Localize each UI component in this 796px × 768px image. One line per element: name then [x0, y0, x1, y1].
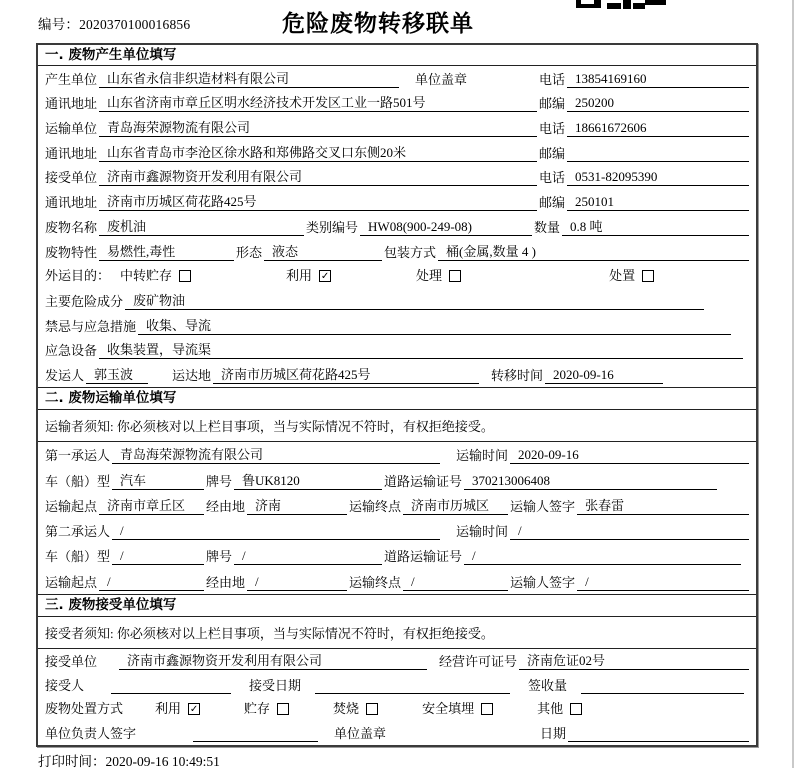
row-transporter-address	[38, 140, 756, 165]
receiver-phone-value: 0531-82095390	[567, 168, 749, 186]
quantity-value: 0.8 吨	[562, 218, 749, 236]
category-code-value: HW08(900-249-08)	[360, 218, 532, 236]
receiver-phone-label: 电话	[539, 170, 566, 186]
transporter-unit-label: 运输单位	[45, 121, 98, 137]
checkbox-storage	[277, 703, 289, 715]
checkbox-disposal-utilize: ✓	[189, 703, 199, 715]
row-route2	[38, 568, 756, 593]
option-storage-label: 贮存	[244, 701, 271, 717]
plate-no2-label: 牌号	[206, 549, 233, 565]
row-route1	[38, 493, 756, 518]
option-landfill	[422, 700, 493, 717]
document-number-value: 2020370100016856	[79, 17, 191, 32]
producer-unit-label: 产生单位	[45, 71, 98, 87]
receiver-address-value: 济南市历城区荷花路425号	[99, 193, 537, 211]
producer-zip-label: 邮编	[539, 96, 566, 112]
receiver-address-label: 通讯地址	[45, 195, 98, 211]
plate-no2-value: /	[234, 547, 382, 565]
responsible-signature-value	[193, 725, 318, 742]
option-dispose	[609, 267, 654, 284]
via2-label: 经由地	[206, 574, 246, 590]
checkbox-treat	[449, 270, 461, 282]
packing-label: 包装方式	[384, 244, 437, 260]
consignor-label: 发运人	[45, 367, 85, 383]
print-time	[38, 750, 220, 768]
road-permit1-value: 370213006408	[464, 472, 717, 490]
row-producer-address	[38, 91, 756, 116]
carrier-sign2-value: /	[577, 573, 749, 591]
option-disposal-utilize	[155, 700, 200, 717]
vehicle-type1-label: 车（船）型	[45, 473, 111, 489]
transport-date2-label: 运输时间	[456, 524, 509, 540]
destination-label: 运达地	[172, 367, 212, 383]
acceptor-value	[111, 677, 231, 694]
origin1-value: 济南市章丘区	[99, 497, 204, 515]
section3-header: 三. 废物接受单位填写	[38, 594, 756, 617]
row-emergency-equipment	[38, 338, 756, 363]
waste-property-label: 废物特性	[45, 244, 98, 260]
transporter-zip-value	[567, 145, 749, 162]
document-header	[0, 0, 796, 43]
producer-phone-value: 13854169160	[567, 70, 749, 88]
accept-date-label: 接受日期	[249, 677, 302, 693]
receiver-notice: 接受者须知: 你必须核对以上栏目事项，当与实际情况不符时，有权拒绝接受。	[38, 617, 756, 649]
page-edge-line	[792, 0, 794, 768]
option-utilize	[286, 267, 331, 284]
carrier-sign1-label: 运输人签字	[510, 498, 576, 514]
first-carrier-value: 青岛海荣源物流有限公司	[112, 446, 440, 464]
row-receiver-unit	[38, 165, 756, 190]
responsible-signature-label: 单位负责人签字	[45, 725, 137, 741]
terminus1-label: 运输终点	[349, 498, 402, 514]
receiver-zip-label: 邮编	[539, 195, 566, 211]
checkbox-other	[570, 703, 582, 715]
print-time-value: 2020-09-16 10:49:51	[105, 754, 220, 768]
transporter-unit-value: 青岛海荣源物流有限公司	[99, 119, 537, 137]
plate-no1-value: 鲁UK8120	[234, 472, 382, 490]
waste-property-value: 易燃性,毒性	[99, 243, 234, 261]
emergency-measures-label: 禁忌与应急措施	[45, 318, 137, 334]
section2-header: 二. 废物运输单位填写	[38, 387, 756, 410]
transport-date1-value: 2020-09-16	[510, 446, 749, 464]
accept-date-value	[315, 677, 510, 694]
road-permit2-value: /	[464, 547, 741, 565]
terminus2-label: 运输终点	[349, 574, 402, 590]
road-permit2-label: 道路运输证号	[384, 549, 463, 565]
page-title: 危险废物转移联单	[282, 11, 474, 37]
transporter-address-label: 通讯地址	[45, 145, 98, 161]
vehicle-type2-label: 车（船）型	[45, 549, 111, 565]
row-accepting-unit	[38, 649, 756, 673]
row-disposal-method	[38, 697, 756, 721]
carrier-sign1-value: 张春雷	[577, 497, 749, 515]
origin1-label: 运输起点	[45, 498, 98, 514]
print-time-label: 打印时间：	[38, 754, 106, 768]
option-transit-storage-label: 中转贮存	[120, 268, 173, 284]
transporter-address-value: 山东省青岛市李沧区徐水路和郑佛路交叉口东侧20米	[99, 144, 537, 162]
row-emergency-measures	[38, 313, 756, 338]
transporter-phone-value: 18661672606	[567, 119, 749, 137]
via1-value: 济南	[247, 497, 347, 515]
row-vehicle-type2	[38, 543, 756, 568]
transport-date1-label: 运输时间	[456, 448, 509, 464]
received-amount-label: 签收量	[528, 677, 568, 693]
hazard-component-value: 废矿物油	[125, 292, 704, 310]
document-number-label: 编号：	[38, 17, 80, 32]
option-other-label: 其他	[537, 701, 564, 717]
terminus1-value: 济南市历城区	[403, 497, 508, 515]
transporter-zip-label: 邮编	[539, 145, 566, 161]
date-label: 日期	[540, 725, 567, 741]
waste-name-label: 废物名称	[45, 219, 98, 235]
producer-phone-label: 电话	[538, 71, 565, 87]
unit-seal2-label: 单位盖章	[334, 725, 387, 741]
receiver-unit-label: 接受单位	[45, 170, 98, 186]
waste-name-value: 废机油	[99, 218, 304, 236]
road-permit1-label: 道路运输证号	[384, 473, 463, 489]
transporter-notice: 运输者须知: 你必须核对以上栏目事项，当与实际情况不符时，有权拒绝接受。	[38, 410, 756, 442]
vehicle-type2-value: /	[112, 547, 204, 565]
acceptor-label: 接受人	[45, 677, 85, 693]
date-value	[568, 725, 749, 742]
producer-address-value: 山东省济南市章丘区明水经济技术开发区工业一路501号	[99, 94, 537, 112]
row-vehicle-type1	[38, 467, 756, 492]
accepting-unit-value: 济南市鑫源物资开发利用有限公司	[119, 652, 427, 670]
row-first-carrier	[38, 442, 756, 467]
option-transit-storage	[120, 267, 191, 284]
row-transporter-unit	[38, 115, 756, 140]
emergency-equipment-value: 收集装置，导流渠	[99, 341, 743, 359]
receiver-zip-value: 250101	[567, 193, 749, 211]
transfer-date-label: 转移时间	[491, 367, 544, 383]
quantity-label: 数量	[534, 219, 561, 235]
row-waste-name	[38, 214, 756, 239]
transporter-phone-label: 电话	[539, 121, 566, 137]
received-amount-value	[581, 677, 744, 694]
destination-value: 济南市历城区荷花路425号	[213, 366, 479, 384]
hazard-component-label: 主要危险成分	[45, 293, 124, 309]
option-disposal-utilize-label: 利用	[155, 701, 182, 717]
unit-seal-label: 单位盖章	[415, 71, 468, 87]
emergency-measures-value: 收集、导流	[138, 317, 731, 335]
option-treat	[416, 267, 461, 284]
form-state-value: 液态	[264, 243, 382, 261]
row-consignor	[38, 362, 756, 387]
first-carrier-label: 第一承运人	[45, 448, 111, 464]
option-treat-label: 处理	[416, 268, 443, 284]
option-dispose-label: 处置	[609, 268, 636, 284]
row-receiver-address	[38, 189, 756, 214]
row-hazard-component	[38, 288, 756, 313]
transport-date2-value: /	[510, 522, 749, 540]
terminus2-value: /	[403, 573, 508, 591]
option-landfill-label: 安全填埋	[422, 701, 475, 717]
option-incinerate-label: 焚烧	[333, 701, 360, 717]
checkbox-transit-storage	[179, 270, 191, 282]
receiver-unit-value: 济南市鑫源物资开发利用有限公司	[99, 168, 537, 186]
option-incinerate	[333, 700, 378, 717]
accepting-unit-label: 接受单位	[45, 653, 98, 669]
manifest-form-table	[36, 43, 758, 747]
via1-label: 经由地	[206, 498, 246, 514]
row-transfer-purpose	[38, 264, 756, 289]
carrier-sign2-label: 运输人签字	[510, 574, 576, 590]
producer-address-label: 通讯地址	[45, 96, 98, 112]
row-second-carrier	[38, 518, 756, 543]
option-storage	[244, 700, 289, 717]
checkbox-landfill	[481, 703, 493, 715]
category-code-label: 类别编号	[306, 219, 359, 235]
second-carrier-value: /	[112, 522, 440, 540]
checkbox-dispose	[642, 270, 654, 282]
row-responsible-signature	[38, 721, 756, 745]
producer-zip-value: 250200	[567, 94, 749, 112]
row-producer-unit	[38, 66, 756, 91]
checkbox-utilize: ✓	[320, 270, 330, 282]
origin2-value: /	[99, 573, 204, 591]
emergency-equipment-label: 应急设备	[45, 343, 98, 359]
second-carrier-label: 第二承运人	[45, 524, 111, 540]
disposal-method-label: 废物处置方式	[45, 701, 124, 717]
transfer-purpose-label: 外运目的：	[45, 268, 111, 284]
vehicle-type1-value: 汽车	[112, 472, 204, 490]
form-state-label: 形态	[236, 244, 263, 260]
origin2-label: 运输起点	[45, 574, 98, 590]
plate-no1-label: 牌号	[206, 473, 233, 489]
consignor-value: 郭玉波	[86, 366, 148, 384]
checkbox-incinerate	[366, 703, 378, 715]
qr-code-fragment-icon	[576, 0, 668, 9]
option-other	[537, 700, 582, 717]
license-no-value: 济南危证02号	[519, 652, 749, 670]
via2-value: /	[247, 573, 347, 591]
transfer-date-value: 2020-09-16	[545, 366, 663, 384]
option-utilize-label: 利用	[286, 268, 313, 284]
producer-unit-value: 山东省永信非织造材料有限公司	[99, 70, 399, 88]
row-acceptor	[38, 673, 756, 697]
packing-value: 桶(金属,数量 4 )	[438, 243, 749, 261]
license-no-label: 经营许可证号	[439, 653, 518, 669]
row-waste-property	[38, 239, 756, 264]
section1-header: 一. 废物产生单位填写	[38, 45, 756, 66]
